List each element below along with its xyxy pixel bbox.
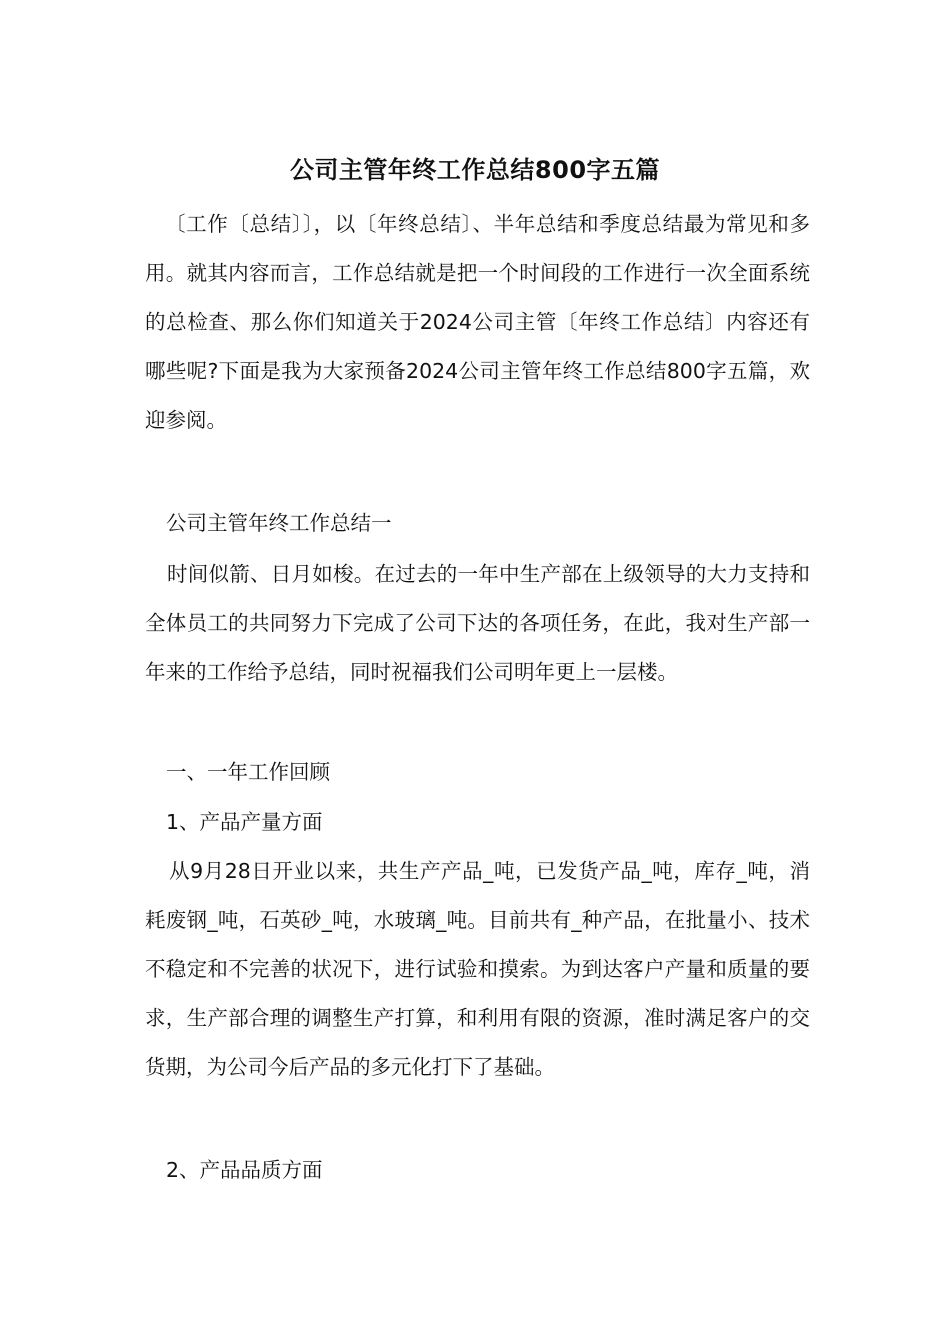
document-title: 公司主管年终工作总结800字五篇 bbox=[289, 156, 661, 184]
heading-product-quality: 2、产品品质方面 bbox=[166, 1158, 323, 1182]
paragraph-one: 时间似箭、日月如梭。在过去的一年中生产部在上级领导的大力支持和全体员工的共同努力下完成了公司下达的各项任务，在此，我对生产部一年来的工作给予总结，同时祝福我们公司明年更上一层楼。 bbox=[145, 562, 810, 684]
intro-paragraph: 〔工作〔总结〕〕，以〔年终总结〕、半年总结和季度总结最为常见和多用。就其内容而言，工作总结就是把一个时间段的工作进行一次全面系统的总检查、那么你们知道关于2024公司主管〔年终工作总结〕内容还有哪些呢?下面是我为大家预备2024公司主管年终工作总结800字五篇，欢迎参阅。 bbox=[145, 212, 810, 432]
heading-year-review: 一、一年工作回顾 bbox=[166, 760, 330, 784]
paragraph-product-output: 从9月28日开业以来，共生产产品_吨，已发货产品_吨，库存_吨，消耗废钢_吨，石英砂_吨，水玻璃_吨。目前共有_种产品，在批量小、技术不稳定和不完善的状况下，进行试验和摸索。为到达客户产量和质量的要求，生产部合理的调整生产打算，和利用有限的资源，准时满足客户的交货期，为公司今后产品的多元化打下了基础。 bbox=[145, 859, 810, 1079]
heading-product-output: 1、产品产量方面 bbox=[166, 810, 323, 834]
section-one-title: 公司主管年终工作总结一 bbox=[166, 511, 392, 535]
